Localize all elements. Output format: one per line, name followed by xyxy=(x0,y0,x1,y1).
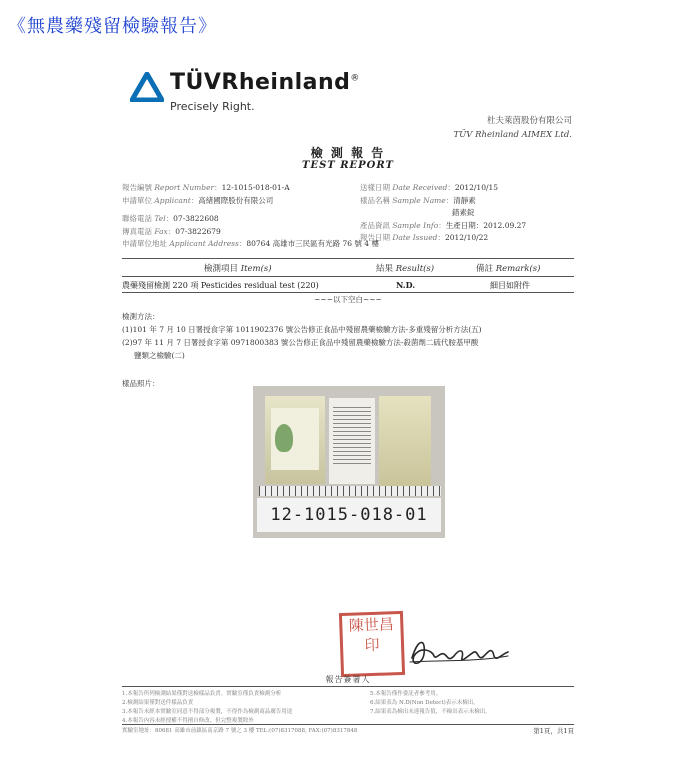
header-result: 結果 Result(s) xyxy=(376,264,435,274)
header-remark: 備註 Remark(s) xyxy=(476,264,541,274)
report-title-en: TEST REPORT xyxy=(302,160,394,171)
official-seal: 陳世昌印 xyxy=(339,611,405,677)
info-applicant: 申請單位 Applicant：高緒國際股份有限公司 xyxy=(122,195,274,205)
sample-code: 12-1015-018-01 xyxy=(257,498,441,532)
method-item: 鹽類之檢驗(二) xyxy=(134,351,185,360)
footer-rule xyxy=(122,724,574,725)
method-item: (2)97 年 11 月 7 日署授食字第 0971800383 號公告修正食品中殘留農藥檢驗方法-殺菌劑二硫代胺基甲酸 xyxy=(122,338,479,347)
info-date-issued: 報告日期 Date Issued：2012/10/22 xyxy=(360,233,489,242)
methods-title: 檢測方法： xyxy=(122,312,160,321)
report-title-zh: 檢 測 報 告 xyxy=(310,146,386,160)
header-item: 檢測項目 Item(s) xyxy=(204,264,272,274)
signature xyxy=(404,632,514,672)
info-sample-name: 樣品名稱 Sample Name：清靜素 xyxy=(360,195,476,205)
info-report-number: 報告編號 Report Number：12-1015-018-01-A xyxy=(122,183,290,192)
triangle-logo-icon xyxy=(130,72,164,102)
lab-address: 實驗室地址：80681 高雄市前鎮區南京路 7 號之 3 樓 TEL:(07)8317088, FAX:(07)8317848 xyxy=(122,728,358,734)
product-box-side xyxy=(379,396,431,486)
notes-right: 5.本報告僅作委託者參考用。 6.結果表為 N.D(Non Detect)表示未檢出。 7.結果表為檢出未達報告值，不檢出表示未檢出。 xyxy=(370,691,491,715)
test-methods xyxy=(122,310,562,362)
table-bottom-rule xyxy=(122,292,574,293)
notes-left: 1.本報告所列檢測結果僅對送檢樣品負責。實驗室僅負責檢測分析 2.檢測結果僅對送件樣品負責 3.本報告未經本實驗室同意不得部分複製，不得作為檢測商品廣告用途 4.本報告內容未經授權不得擅自修改、但完整複製除外 xyxy=(122,691,293,724)
photo-label: 樣品照片： xyxy=(122,379,160,388)
info-date-received: 送樣日期 Date Received：2012/10/15 xyxy=(360,183,499,192)
info-tel: 聯絡電話 Tel：07-3822608 xyxy=(122,214,219,223)
row-item: 農藥殘留檢測 220 項 Pesticides residual test (220) xyxy=(122,281,319,290)
sample-photo xyxy=(253,386,445,538)
page-number: 第1頁，共1頁 xyxy=(533,727,574,735)
row-result: N.D. xyxy=(396,280,416,290)
report-document xyxy=(108,48,588,748)
info-sample-name-2: 錯素錠 xyxy=(452,208,475,217)
info-left xyxy=(122,182,379,251)
info-fax: 傳真電話 Fax：07-3822679 xyxy=(122,226,221,236)
page-header-title: 《無農藥殘留檢驗報告》 xyxy=(8,16,217,37)
end-mark: ~~~以下空白~~~ xyxy=(314,295,382,304)
ruler xyxy=(259,486,441,496)
table-header-rule xyxy=(122,276,574,277)
product-box-label xyxy=(329,398,375,484)
info-sample-info: 產品資訊 Sample Info：生產日期：2012.09.27 xyxy=(360,220,527,230)
signer-rule xyxy=(122,686,574,687)
company-name: 杜夫萊茵股份有限公司 TÜV Rheinland AIMEX Ltd. xyxy=(453,116,572,140)
info-right xyxy=(360,182,526,245)
info-address: 申請單位地址 Applicant Address：80764 高雄市三民區有光路 76 號 4 樓 xyxy=(122,239,379,248)
signer-label: 報告簽署人 xyxy=(325,675,371,684)
row-remark: 細目如附件 xyxy=(490,281,530,290)
table-top-rule xyxy=(122,258,574,259)
brand-name: TÜVRheinland® xyxy=(170,70,360,95)
method-item: (1)101 年 7 月 10 日署授食字第 1011902376 號公告修正食品中殘留農藥檢驗方法-多重殘留分析方法(五) xyxy=(122,325,482,334)
tuv-logo xyxy=(130,70,390,120)
brand-tagline: Precisely Right. xyxy=(170,100,255,113)
product-box-front xyxy=(265,396,325,484)
